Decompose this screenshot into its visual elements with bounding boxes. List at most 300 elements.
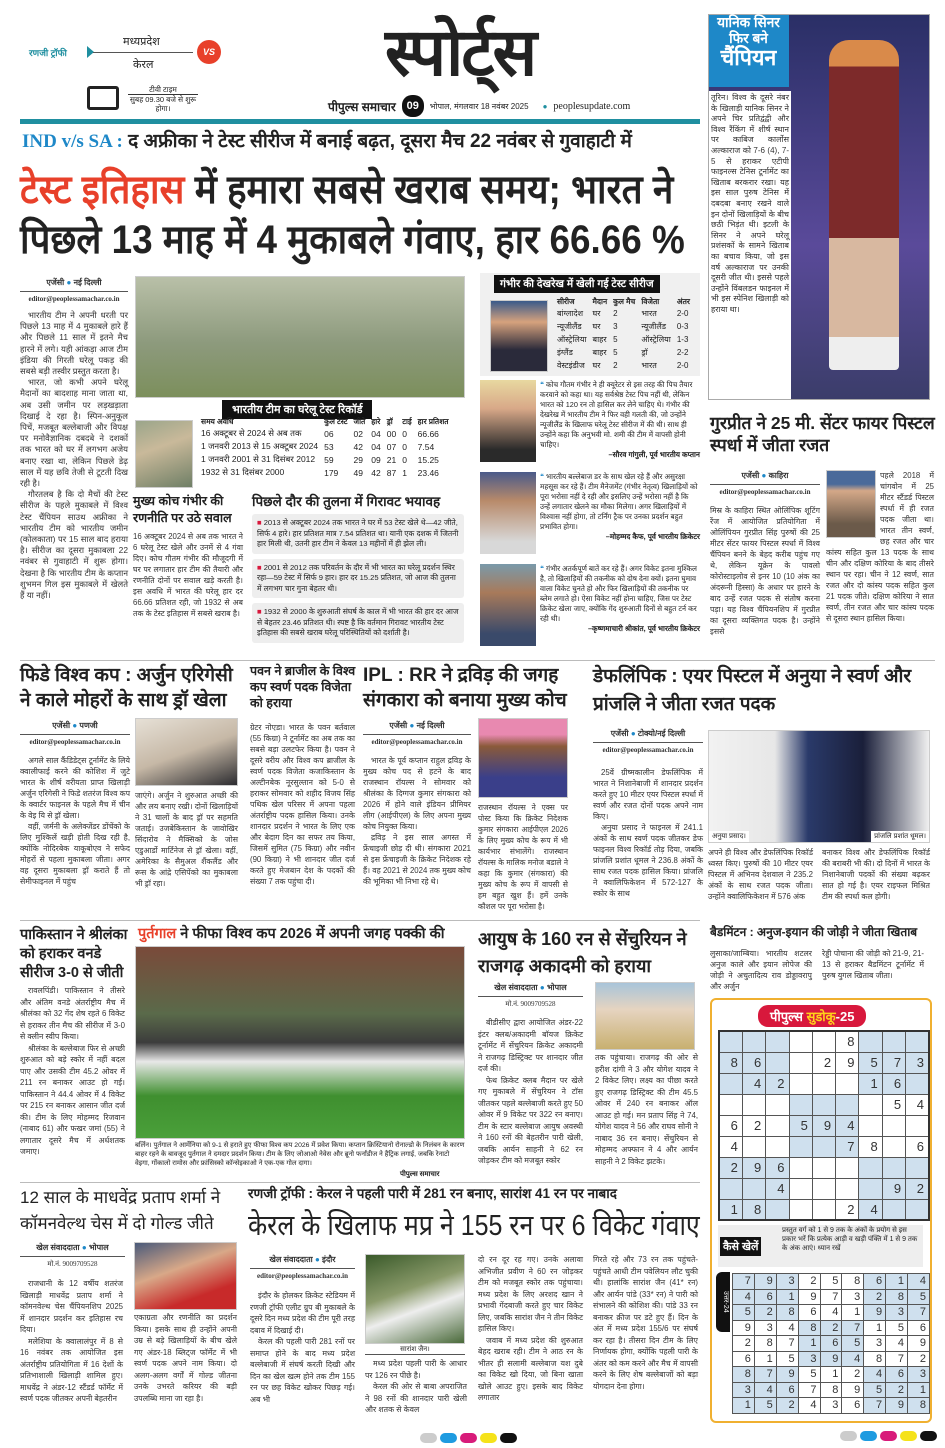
table-row [198, 466, 452, 479]
email: editor@peoplessamachar.co.in [20, 734, 130, 746]
grid-cell: 2 [812, 1052, 835, 1073]
gurpreet-body-2-column [826, 470, 934, 624]
grid-cell: 7 [864, 1398, 886, 1414]
grid-cell: 2 [836, 1199, 859, 1220]
grid-row [719, 1115, 929, 1136]
grid-cell: 3 [908, 1367, 930, 1383]
grid-cell: 8 [798, 1320, 820, 1336]
divider [20, 660, 935, 661]
compare-item [252, 603, 464, 643]
grid-cell[interactable] [859, 1157, 882, 1178]
paragraph: राजधानी के 12 वर्षीय शतरंज खिलाड़ी माधवेंद्र प्रताप शर्मा ने कॉमनवेल्थ चेस चैंपियनशिप 2025 में शानदार प्रदर्शन कर इतिहास रच दिया। [20, 1279, 123, 1334]
ipl-headline: IPL : RR ने द्रविड़ की जगह संगकारा को बनाया मुख्य कोच [363, 665, 567, 711]
grid-cell: 6 [882, 1073, 905, 1094]
grid-cell[interactable] [719, 1073, 742, 1094]
grid-cell: 5 [882, 1094, 905, 1115]
grid-row [733, 1274, 930, 1290]
grid-cell[interactable] [859, 1178, 882, 1199]
table-cell: 42 [371, 467, 381, 478]
quote-item [480, 380, 700, 466]
grid-cell[interactable] [766, 1052, 789, 1073]
deaf-headline: डेफलिंपिक : एयर पिस्टल में अनुया ने स्वर्ण और प्रांजलि ने जीता रजत पदक [593, 666, 912, 715]
place: नई दिल्ली [73, 278, 102, 287]
grid-cell: 1 [842, 1305, 864, 1321]
arjun-body-2: जाएंगे। अर्जुन ने शुरुआत अच्छी की और लय बनाए रखी। दोनों खिलाड़ियों ने 31 चालों के बाद ड्रॉ पर सहमति जताई। उजबेकिस्तान के जावोखिर सिंदारोव ने मैक्सिको के जोस एडुआर्डो मार्टिनेज से ड्रॉ खेला। वहीं, अमेरिका के सैमुअल शैंकलैंड और रूस के आंद्रे एसिपेंको का मुकाबला भी ड्रॉ रहा। [135, 791, 238, 888]
quote-item [480, 564, 700, 650]
grid-cell: 2 [766, 1073, 789, 1094]
website-link[interactable]: peoplesupdate.com [553, 100, 631, 112]
grid-cell: 2 [754, 1305, 776, 1321]
ipl-body-2: राजस्थान रॉयल्स ने एक्स पर पोस्ट किया कि क्रिकेट निदेशक कुमार संगकारा आईपीएल 2026 के लिए मुख्य कोच के रूप में भी कार्यभार संभालेंगे। राजस्थान रॉयल्स के मालिक मनोज बडाले ने कहा कि कुमार (संगकारा) की मुख्य कोच के रूप में वापसी से हम बहुत खुश हैं। हमें उनके कौशल पर पूरा भरोसा है। [478, 803, 568, 911]
grid-cell: 2 [886, 1382, 908, 1398]
grid-cell[interactable] [789, 1031, 812, 1052]
grid-cell[interactable] [906, 1157, 929, 1178]
grid-row [719, 1073, 929, 1094]
grid-cell[interactable] [882, 1157, 905, 1178]
paragraph: द्रविड़ ने इस साल अगस्त में फ्रेंचाइजी छोड़ दी थी। संगकारा 2021 से इस फ्रेंचाइजी के क्रिकेट निदेशक रहे हैं। वह 2021 से 2024 तक मुख्य कोच की भूमिका भी निभा रहे थे। [363, 833, 471, 886]
grid-cell: 1 [864, 1320, 886, 1336]
column-header: टाई [402, 417, 412, 426]
grid-cell: 9 [842, 1382, 864, 1398]
byline: एजेंसी [610, 729, 629, 738]
ipl-body-1 [363, 755, 471, 887]
ranji-body-2 [365, 1358, 467, 1416]
grid-cell: 5 [864, 1382, 886, 1398]
table-cell: 00 [386, 428, 397, 439]
paragraph: भारत, जो कभी अपने घरेलू मैदानों का बादशाह माना जाता था, अब उसी जमीन पर लड़खड़ाता दिखाई दे रहा है। स्पिन-अनुकूल पिचें, मजबूत बल्लेबाजी और विपक्ष पर मनोवैज्ञानिक दबदबे ने दशकों तक भारत को घर में लगभग अजेय बनाए रखा था, लेकिन पिछले डेढ़ साल में यह छवि तेजी से टूटती दिख रही है। [20, 377, 128, 489]
grid-cell: 6 [733, 1351, 755, 1367]
table-cell: भारत [641, 361, 657, 370]
table-row [554, 320, 693, 333]
grid-cell[interactable] [882, 1115, 905, 1136]
grid-cell: 3 [798, 1351, 820, 1367]
photo-credit: पीपुल्स समाचार [400, 1171, 440, 1178]
compare-text: 1932 से 2000 के शुरुआती संघर्ष के काल में भी भारत की हार दर आज से बेहतर 23.46 प्रतिशत थी। स्पष्ट है कि वर्तमान गिरावट भारतीय टेस्ट इतिहास की सबसे खराब घरेलू परिस्थितियों को दर्शाती है। [257, 607, 459, 637]
grid-cell: 6 [742, 1052, 765, 1073]
grid-row [719, 1178, 929, 1199]
grid-cell[interactable] [906, 1199, 929, 1220]
quote-item [480, 472, 700, 558]
sudoku-solution [732, 1273, 930, 1414]
grid-cell: 2 [776, 1398, 798, 1414]
grid-cell: 5 [754, 1398, 776, 1414]
grid-cell: 4 [836, 1115, 859, 1136]
sudoku-grid [718, 1030, 930, 1221]
compare-item [252, 559, 464, 599]
table-cell: घर [592, 361, 601, 370]
deaf-byline [593, 728, 703, 754]
grid-cell[interactable] [766, 1031, 789, 1052]
caption-anuya: अनुया प्रसाद। [709, 831, 749, 842]
table-cell: 02 [353, 428, 363, 439]
lead-headline [20, 165, 700, 265]
mobile: मो.नं. 9009709528 [20, 1256, 125, 1269]
grid-cell[interactable] [812, 1157, 835, 1178]
grid-cell: 3 [842, 1289, 864, 1305]
table-cell: 53 [324, 441, 334, 452]
table-cell: 2-0 [676, 309, 689, 318]
paragraph: मध्य प्रदेश पहली पारी के आधार पर 126 रन पीछे है। [365, 1359, 467, 1380]
table-cell: भारत [641, 309, 657, 318]
ayush-body-2: तक पहुंचाया। राजगढ़ की ओर से हरीश दांगी ने 3 और योगेश यादव ने 2 विकेट लिए। लक्ष्य का पीछा करते हुए राजगढ़ डिस्ट्रिक्ट की टीम 45.5 ओवर में 240 रन बनाकर ऑल आउट हो गई। मन प्रताप सिंह ने 74, योगेश यादव ने 56 और राघव सोनी ने नाबाद 36 रन बनाए। सेंचुरियन से मोहम्मद अफ्फान ने 4 और आर्यन साहनी ने 2 विकेट झटके। [595, 1053, 698, 1166]
grid-cell: 7 [842, 1320, 864, 1336]
grid-cell: 4 [864, 1367, 886, 1383]
grid-cell: 6 [820, 1336, 842, 1352]
ipl-byline [363, 720, 471, 746]
grid-cell[interactable] [766, 1199, 789, 1220]
grid-cell: 5 [776, 1351, 798, 1367]
grid-cell[interactable] [906, 1031, 929, 1052]
table-cell: 87 [386, 467, 397, 478]
grid-cell[interactable] [882, 1031, 905, 1052]
grid-row [719, 1136, 929, 1157]
table-cell: घर [592, 322, 601, 331]
table-cell: 09 [371, 454, 381, 465]
byline: एजेंसी [46, 278, 65, 287]
grid-cell[interactable] [789, 1094, 812, 1115]
grid-cell: 8 [776, 1305, 798, 1321]
grid-cell: 6 [906, 1136, 929, 1157]
grid-row [733, 1382, 930, 1398]
grid-cell: 6 [719, 1115, 742, 1136]
table-cell: न्यूजीलैंड [641, 322, 667, 331]
table-cell: घर [592, 309, 601, 318]
table-cell: 0-3 [676, 322, 689, 331]
grid-cell[interactable] [812, 1178, 835, 1199]
grid-cell: 2 [908, 1351, 930, 1367]
quote-body [540, 564, 700, 634]
grid-cell: 6 [842, 1398, 864, 1414]
grid-cell: 6 [754, 1289, 776, 1305]
table-header [554, 297, 693, 307]
grid-cell: 3 [906, 1052, 929, 1073]
deaf-body-1 [593, 767, 703, 899]
grid-cell[interactable] [812, 1199, 835, 1220]
grid-row [733, 1336, 930, 1352]
grid-cell[interactable] [789, 1052, 812, 1073]
table-cell: 21 [386, 454, 397, 465]
column-header: ड्रॉ [386, 417, 393, 426]
portugal-headline [138, 926, 444, 942]
grid-cell[interactable] [719, 1031, 742, 1052]
grid-cell: 5 [789, 1115, 812, 1136]
grid-cell: 9 [754, 1274, 776, 1290]
grid-cell[interactable] [719, 1178, 742, 1199]
grid-cell: 8 [820, 1382, 842, 1398]
grid-cell[interactable] [789, 1199, 812, 1220]
quote-icon: ❝ [540, 472, 546, 481]
grid-cell: 2 [742, 1115, 765, 1136]
record-title: भारतीय टीम का घरेलू टेस्ट रिकॉर्ड [222, 400, 372, 419]
grid-cell: 1 [776, 1289, 798, 1305]
arjun-headline: फिडे विश्व कप : अर्जुन एरिगेसी ने काले मोहरों के साथ ड्रॉ खेला [20, 665, 233, 711]
madhav-body-2: एकाग्रता और रणनीति का प्रदर्शन किया। इसके साथ ही उन्होंने अपनी उम्र से बड़े खिलाड़ियों के बीच खेले गए अंडर-18 ब्लिट्ज फॉर्मेट में भी स्वर्ण पदक अपने नाम किया। दो अलग-अलग वर्गों में गोल्ड जीतना उनके उभरते करियर की बड़ी उपलब्धि माना जा रहा है। [134, 1313, 237, 1403]
column-header: सीरीज [557, 297, 575, 306]
grid-cell: 2 [906, 1178, 929, 1199]
grid-cell: 4 [908, 1274, 930, 1290]
table-cell: 179 [324, 467, 339, 478]
sinner-title1: यानिक सिनर [717, 14, 780, 30]
table-cell: 7.54 [417, 441, 435, 452]
grid-cell[interactable] [812, 1031, 835, 1052]
grid-cell: 6 [864, 1274, 886, 1290]
paragraph: गौरतलब है कि दो मैचों की टेस्ट सीरीज के पहले मुकाबले में विश्व टेस्ट चैंपियन साउथ अफ्रीका ने भारतीय टीम को भारतीय जमीन (कोलकाता) पर 15 साल बाद हराया है। सीरीज का दूसरा मुकाबला 22 नवंबर से गुवाहाटी में शुरू होगा। देखना है कि भारतीय टीम के कप्तान शुभमन गिल इस मुकाबले में खेलते हैं या नहीं। [20, 489, 128, 601]
grid-cell[interactable] [766, 1115, 789, 1136]
grid-cell: 3 [820, 1398, 842, 1414]
headline-red: टेस्ट इतिहास [20, 168, 185, 212]
photo-caption: सारांश जैन। [365, 1345, 465, 1355]
table-cell: 1-3 [676, 335, 689, 344]
grid-cell: 1 [733, 1398, 755, 1414]
grid-cell: 1 [859, 1073, 882, 1094]
divider [20, 1182, 700, 1183]
compare-item [252, 514, 464, 554]
column-header: कुल टेस्ट [324, 417, 348, 426]
table-cell: न्यूजीलैंड [557, 322, 582, 331]
divider [93, 52, 193, 53]
sinner-story [708, 14, 930, 400]
paragraph: दो रन दूर रह गए। उनके अलावा अभिजीत प्रवीण ने 60 रन जोड़कर टीम को मजबूत स्कोर तक पहुंचाया। मध्य प्रदेश के लिए अरशद खान ने प्रभावी गेंदबाजी करते हुए चार विकेट लिए, जबकि सारांश जैन ने तीन विकेट हासिल किए। [478, 1255, 583, 1333]
grid-cell: 5 [820, 1274, 842, 1290]
grid-cell[interactable] [789, 1136, 812, 1157]
quote-icon: ❝ [540, 380, 546, 389]
sudoku-box [710, 998, 932, 1423]
table-cell: 1 [402, 467, 407, 478]
arjun-body-1 [20, 755, 130, 887]
grid-cell: 9 [864, 1305, 886, 1321]
howto-text: प्रस्तुत वर्ग को 1 से 9 तक के अंकों के प्रयोग से इस प्रकार भरें कि प्रत्येक आड़ी व खड़ी पंक्ति में 1 से 9 तक के अंक आएं। ध्यान रखें [782, 1227, 918, 1252]
grid-cell: 9 [812, 1115, 835, 1136]
grid-cell[interactable] [836, 1094, 859, 1115]
grid-cell: 9 [820, 1351, 842, 1367]
grid-cell: 1 [908, 1382, 930, 1398]
grid-cell: 1 [754, 1351, 776, 1367]
quote-icon: ❝ [540, 564, 546, 573]
grid-cell[interactable] [836, 1073, 859, 1094]
email: editor@peoplessamachar.co.in [20, 291, 128, 303]
grid-cell: 8 [754, 1336, 776, 1352]
grid-row [733, 1367, 930, 1383]
table-cell: 2-0 [676, 361, 689, 370]
byline: खेल संवाददाता [494, 983, 538, 992]
table-cell: 49 [353, 467, 363, 478]
column-header: कुल मैच [613, 297, 636, 306]
grid-cell: 1 [798, 1336, 820, 1352]
answer-label: उत्तर-24 [716, 1272, 730, 1332]
column-header: समय अवधि [201, 417, 234, 426]
grid-cell[interactable] [742, 1031, 765, 1052]
arjun-photo [135, 718, 238, 786]
table-cell: 04 [371, 428, 381, 439]
paragraph: केरल की पहली पारी 281 रनों पर समाप्त होने के बाद मध्य प्रदेश बल्लेबाजी में संघर्ष करती दिखी और दिन का खेल खत्म होने तक टीम 155 रन पर छह विकेट खोकर पिछड़ गई। अब भी [250, 1337, 355, 1404]
sinner-title2: फिर बने [729, 29, 768, 46]
shooters-photo [708, 730, 930, 843]
ayush-body-1 [478, 1017, 583, 1167]
grid-row [733, 1398, 930, 1414]
title-b: सुडोकू [806, 1009, 836, 1024]
grid-cell[interactable] [906, 1073, 929, 1094]
grid-cell: 7 [886, 1351, 908, 1367]
quote-author: –सौरव गांगुली, पूर्व भारतीय कप्तान [608, 450, 700, 459]
grid-cell: 1 [886, 1274, 908, 1290]
grid-cell: 4 [842, 1351, 864, 1367]
column-header: विजेता [641, 297, 660, 306]
grid-cell[interactable] [859, 1115, 882, 1136]
grid-cell: 9 [733, 1320, 755, 1336]
grid-cell[interactable] [766, 1136, 789, 1157]
dot-icon: ● [81, 1243, 87, 1252]
grid-cell[interactable] [742, 1136, 765, 1157]
tv-icon [87, 86, 119, 110]
grid-cell: 8 [886, 1289, 908, 1305]
grid-cell: 4 [859, 1199, 882, 1220]
masthead-info [328, 95, 630, 117]
headline-red: पुर्तगाल [138, 926, 177, 942]
quote-author: –कृष्णमाचारी श्रीकांत, पूर्व भारतीय क्रिकेटर [587, 624, 700, 633]
grid-cell: 8 [842, 1274, 864, 1290]
table-cell: इंग्लैंड [557, 348, 573, 357]
place: पणजी [79, 721, 98, 730]
ranji-body-3 [478, 1254, 583, 1404]
paragraph: भारत के पूर्व कप्तान राहुल द्रविड़ के मुख्य कोच पद से हटने के बाद राजस्थान रॉयल्स ने सोमवार को श्रीलंका के दिग्गज कुमार संगकारा को 2026 में होने वाले इंडियन प्रीमियर लीग (आईपीएल) के लिए अपना मुख्य कोच नियुक्त किया। [363, 756, 471, 831]
table-row [198, 427, 452, 440]
grid-cell: 4 [820, 1305, 842, 1321]
ayush-headline: आयुष के 160 रन से सेंचुरियन ने राजगढ़ अकादमी को हराया [478, 929, 687, 976]
grid-cell[interactable] [742, 1178, 765, 1199]
table-cell: 15.25 [417, 454, 439, 465]
table-cell: वेस्टइंडीज [557, 361, 585, 370]
grid-cell: 6 [798, 1305, 820, 1321]
table-cell: 04 [371, 441, 381, 452]
quote-author: –मोहम्मद कैफ, पूर्व भारतीय क्रिकेटर [605, 532, 700, 541]
email: editor@peoplessamachar.co.in [363, 734, 471, 746]
masthead: स्पोर्ट्स [385, 15, 536, 89]
gurpreet-photo [826, 470, 876, 538]
headline-rest: में हमारा सबसे खराब समय; भारत ने पिछले 13 माह में 4 मुकाबले गंवाए, हार 66.66 % [20, 168, 685, 262]
dot-icon: ● [630, 729, 636, 738]
title-c: -25 [835, 1009, 855, 1024]
grid-cell[interactable] [882, 1136, 905, 1157]
grid-cell: 7 [882, 1052, 905, 1073]
grid-cell[interactable] [882, 1199, 905, 1220]
badminton-headline: बैडमिंटन : अनुज-इयान की जोड़ी ने जीता खिताब [710, 925, 918, 939]
sangakkara-photo [478, 718, 568, 798]
place: भोपाल [88, 1243, 109, 1252]
tv-label: टीवी टाइम [128, 85, 198, 95]
grid-cell[interactable] [906, 1115, 929, 1136]
table-cell: 29 [353, 454, 363, 465]
email: editor@peoplessamachar.co.in [250, 1268, 355, 1280]
place: इंदौर [322, 1255, 336, 1264]
email: editor@peoplessamachar.co.in [593, 742, 703, 754]
paragraph: मलेशिया के क्वालालंपुर में 8 से 16 नवंबर तक आयोजित इस अंतर्राष्ट्रीय प्रतियोगिता में 16 देशों के प्रतिभाशाली खिलाड़ी शामिल हुए। माधवेंद्र ने अंडर-12 स्टैंडर्ड फॉर्मेट में स्वर्ण पदक जीतकर अपनी बेहतरीन [20, 1336, 123, 1403]
grid-cell: 6 [776, 1382, 798, 1398]
grid-cell: 5 [798, 1367, 820, 1383]
gambhir-table [554, 297, 693, 372]
email: editor@peoplessamachar.co.in [710, 484, 820, 496]
grid-cell: 4 [733, 1289, 755, 1305]
grid-cell[interactable] [836, 1178, 859, 1199]
grid-row [719, 1031, 929, 1052]
grid-cell: 8 [864, 1351, 886, 1367]
paragraph: श्रीलंका के बल्लेबाज फिर से अच्छी शुरुआत को बड़े स्कोर में नहीं बदल पाए और उसकी टीम 45.2 ओवर में 211 रन बनाकर आउट हो गई। पाकिस्तान ने 44.4 ओवर में 4 विकेट पर 215 रन बनाकर आसान जीत दर्ज की। टीम के लिए मोहम्मद रिजवान (नाबाद 61) और फखर जमां (55) ने लगातार दूसरे मैच में अर्धशतक जमाए। [20, 1043, 125, 1156]
gurpreet-body-2: पहले 2018 में चांगवोन में 25 मीटर स्टैंडर्ड पिस्टल स्पर्धा में ही रजत पदक जीता था। भारत तीन स्वर्ण, छह रजत और चार कांस्य सहित कुल 13 पदक के साथ चीन और दक्षिण कोरिया के बाद तीसरे स्थान पर रहा। चीन ने 12 स्वर्ण, सात रजत और दो कांस्य पदक सहित कुल 21 पदक जीते। दक्षिण कोरिया ने सात स्वर्ण, तीन रजत और चार कांस्य पदक से दूसरा स्थान हासिल किया। [826, 471, 934, 623]
byline: खेल संवाददाता [36, 1243, 80, 1252]
grid-row [719, 1157, 929, 1178]
ranji-body-4: गिरते रहे और 73 रन तक पहुंचते-पहुंचते आधी टीम पवेलियन लौट चुकी थी। हालांकि सारांश जैन (41* रन) और आर्यन पांडे (33* रन) ने पारी को संभालने की कोशिश की। पांडे 33 रन बनाकर क्रीज पर डटे हुए हैं। दिन के अंत में मध्य प्रदेश 155/6 पर संघर्ष कर रहा है। तीसरा दिन टीम के लिए निर्णायक होगा, क्योंकि पहली पारी के अंतर को कम करने और मैच में वापसी करने के लिए शेष बल्लेबाजों को बड़ा योगदान देना होगा। [593, 1255, 698, 1391]
grid-cell: 4 [886, 1336, 908, 1352]
coach-body: 16 अक्टूबर 2024 से अब तक भारत ने 6 घरेलू टेस्ट खेले और उनमें से 4 गंवा दिए। कोच गौतम गंभीर की मौजूदगी में घर पर लगातार हार टीम की तैयारी और रणनीति दोनों पर सवाल खड़े करती है। इस अवधि में भारत की घरेलू हार दर 66.66 प्रतिशत रही, जो 1932 से अब तक के टेस्ट इतिहास में सबसे खराब है। [133, 532, 243, 618]
grid-cell[interactable] [836, 1157, 859, 1178]
grid-cell: 5 [842, 1336, 864, 1352]
grid-cell: 2 [842, 1367, 864, 1383]
grid-cell[interactable] [789, 1157, 812, 1178]
ranji-headline: केरल के खिलाफ मप्र ने 155 रन पर 6 विकेट गंवाए [248, 1210, 700, 1242]
table-row [554, 359, 693, 372]
grid-cell: 4 [766, 1178, 789, 1199]
grid-cell: 4 [906, 1094, 929, 1115]
grid-cell: 5 [859, 1052, 882, 1073]
quote-text: कोच गौतम गंभीर ने ही क्यूरेटर से इस तरह की पिच तैयार करवाने को कहा था। यह सर्वश्रेष्ठ टेस्ट पिच नहीं थी, लेकिन भारत को 120 रन तो हासिल कर लेने चाहिए थे। गंभीर की देखरेख में भारतीय टीम ने फिर वही गलती की, जो उन्होंने न्यूजीलैंड के खिलाफ घरेलू टेस्ट सीरीज में की थी। साथ ही उन्होंने कहा कि अनुभवी मो. शमी की टीम में वापसी होनी चाहिए। [540, 380, 693, 449]
grid-cell[interactable] [719, 1094, 742, 1115]
dot-icon: ● [314, 1255, 320, 1264]
grid-row [733, 1289, 930, 1305]
paragraph: अनुया प्रसाद ने फाइनल में 241.1 अंकों के साथ स्वर्ण पदक जीतकर डेफ फाइनल विश्व रिकॉर्ड तोड़ दिया, जबकि प्रांजलि प्रशांत धूमल ने 236.8 अंकों के साथ रजत पदक हासिल किया। प्रांजलि ने क्वालिफिकेशन में 572-127 के स्कोर के साथ [593, 823, 703, 898]
grid-cell[interactable] [859, 1094, 882, 1115]
lead-body [20, 310, 128, 601]
grid-cell: 3 [754, 1320, 776, 1336]
quote-text: गंभीर अतर्कपूर्ण बातें कर रहे हैं। अगर विकेट इतना मुश्किल है, तो खिलाड़ियों की तकनीक को दोष देना क्यों। इतना घुमाव वाला विकेट चुनते हो और फिर खिलाड़ियों की तकनीक पर ब्लेम लगाते हो। ऐसा विकेट नहीं होना चाहिए, जिस पर टेस्ट क्रिकेट खेला जाए, क्योंकि गेंद शुरुआती दिनों से बहुत टर्न कर रही थी। [540, 564, 697, 623]
table-cell: बाहर [592, 335, 607, 344]
place: नई दिल्ली [416, 721, 445, 730]
table-cell: 0 [402, 454, 407, 465]
badminton-body-1: लुसाका/जाम्बिया। भारतीय शटलर अनुज काले और इयान लोपेज की जोड़ी ने अचुतादित्य राव डोड्डावरापु और अर्जुन [710, 949, 812, 991]
grid-cell: 2 [798, 1274, 820, 1290]
table-cell: ऑस्ट्रेलिया [641, 335, 671, 344]
quote-text: भारतीय बल्लेबाज डर के साथ खेल रहे हैं और असुरक्षा महसूस कर रहे हैं। टीम मैनेजमेंट (गंभीर नेतृत्व) खिलाड़ियों को पूरा भरोसा नहीं दे रही और इसलिए उन्हें भरोसा नहीं है कि उन्हें लगातार खेलने का मौका मिलेगा। अगर खिलाड़ियों में विश्वास नहीं होगा, तो टर्निंग ट्रैक पर उनका प्रदर्शन बहुत प्रभावित होगा। [540, 472, 698, 531]
grid-cell: 4 [798, 1398, 820, 1414]
grid-cell: 8 [719, 1052, 742, 1073]
grid-cell[interactable] [812, 1136, 835, 1157]
grid-cell[interactable] [766, 1094, 789, 1115]
grid-cell: 6 [766, 1157, 789, 1178]
ranji-label: रणजी ट्रॉफी [29, 48, 67, 58]
grid-cell[interactable] [789, 1073, 812, 1094]
registration-marks [840, 1428, 940, 1446]
column-header: जीते [353, 417, 366, 426]
deaf-body-3: बनाकर विश्व और डेफलिंपिक रिकॉर्ड की बराबरी भी की। दो दिनों में भारत के निशानेबाजी पदकों की संख्या बढ़कर सात हो गई है। एयर राइफल मिश्रित टीम की स्पर्धा कल होगी। [822, 848, 930, 901]
grid-cell[interactable] [812, 1094, 835, 1115]
grid-cell[interactable] [742, 1094, 765, 1115]
grid-cell[interactable] [859, 1031, 882, 1052]
lead-subhead [22, 131, 632, 152]
grid-cell: 5 [886, 1320, 908, 1336]
grid-cell[interactable] [812, 1073, 835, 1094]
paragraph: बीडीसीए द्वारा आयोजित अंडर-22 इंटर क्लब/अकादमी बॉयज क्रिकेट टूर्नामेंट में सेंचुरियन क्रिकेट अकादमी ने राजगढ़ डिस्ट्रिक्ट पर शानदार जीत दर्ज की। [478, 1018, 583, 1073]
table-cell: बाहर [592, 348, 607, 357]
dateline: भोपाल, मंगलवार 18 नवंबर 2025 [429, 101, 529, 111]
grid-cell: 4 [742, 1073, 765, 1094]
madhav-body-1 [20, 1278, 123, 1405]
grid-cell[interactable] [789, 1178, 812, 1199]
paragraph: केरल की ओर से बाबा अपराजित ने 98 रनों की शानदार पारी खेली और शतक से केवल [365, 1382, 467, 1414]
grid-cell: 1 [719, 1199, 742, 1220]
dot-icon: ● [72, 721, 78, 730]
football-caption: बर्लिन। पुर्तगाल ने आर्मेनिया को 9-1 से हराते हुए फीफा विश्व कप 2026 में प्रवेश किया। कप्तान क्रिस्टियानो रोनाल्डो के निलंबन के कारण बाहर रहने के बावजूद पुर्तगाल ने दमदार प्रदर्शन किया। टीम के लिए जोआओ नेवेस और ब्रूनो फर्नांडीज ने हैट्रिक लगाई, जबकि रेनाटो वेइगा, गोंकालो रामोस और फ्रांसिस्को कॉन्सेइकाओ ने एक-एक गोल दागा। [135, 1142, 465, 1167]
coach-headline: मुख्य कोच गंभीर की रणनीति पर उठे सवाल [133, 494, 232, 525]
grid-cell: 6 [908, 1320, 930, 1336]
table-cell: 3 [613, 322, 618, 331]
